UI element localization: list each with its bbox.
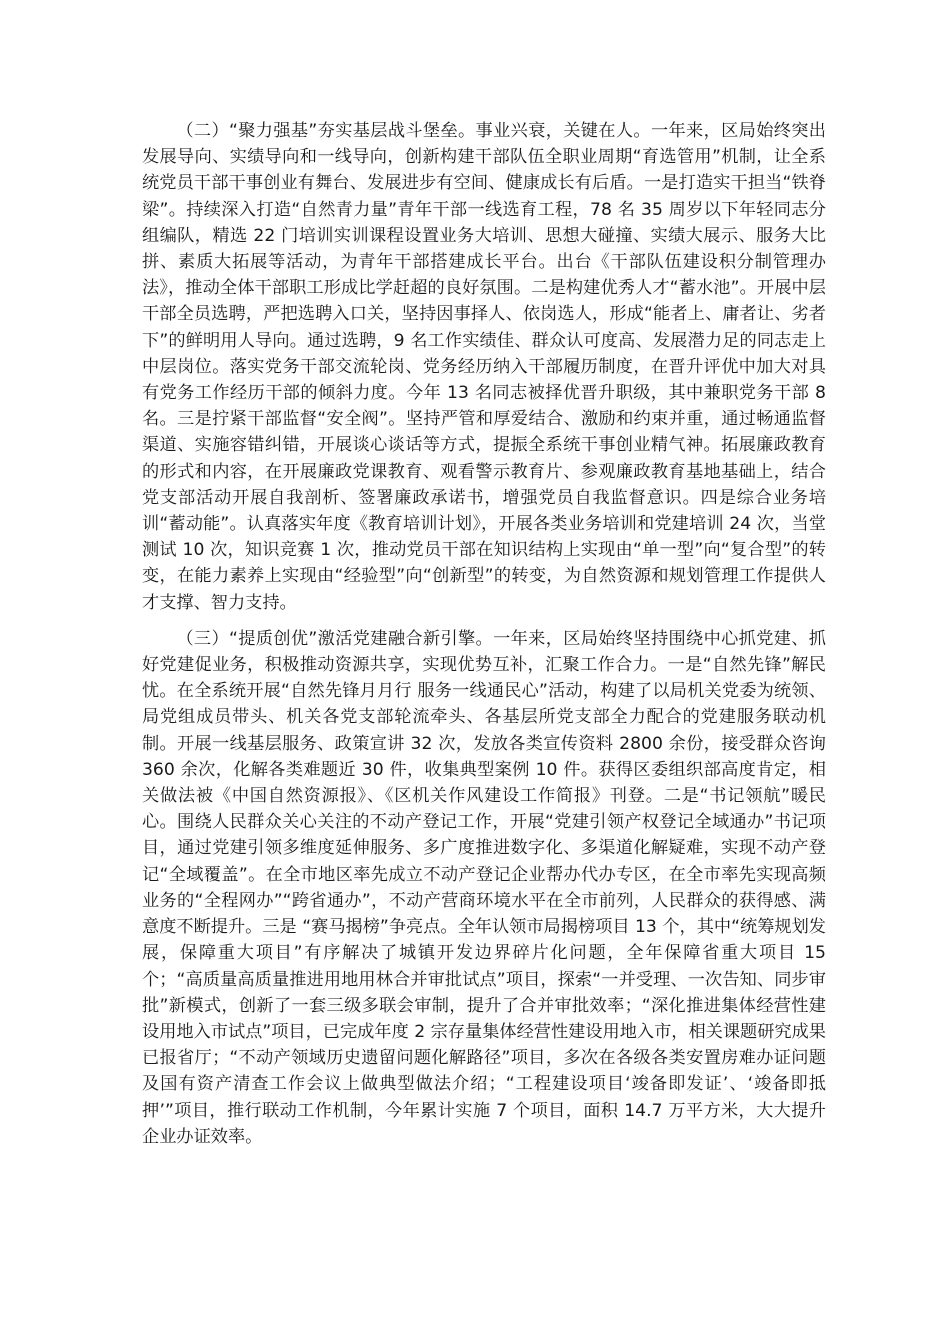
paragraph-section-two: （二）“聚力强基”夯实基层战斗堡垒。事业兴衰，关键在人。一年来，区局始终突出发展导向、实绩导向和一线导向，创新构建干部队伍全职业周期“育选管用”机制，让全系统党员干部干事创业有舞台、发展进步有空间、健康成长有后盾。一是打造实干担当“铁脊梁”。持续深入打造“自然青力量”青年干部一线选育工程，78 名 35 周岁以下年轻同志分组编队，精选 22 门培训实训课程设置业务大培训、思想大碰撞、实绩大展示、服务大比拼、素质大拓展等活动，为青年干部搭建成长平台。出台《干部队伍建设积分制管理办法》，推动全体干部职工形成比学赶超的良好氛围。二是构建优秀人才“蓄水池”。开展中层干部全员选聘，严把选聘入口关，坚持因事择人、依岗选人，形成“能者上、庸者让、劣者下”的鲜明用人导向。通过选聘，9 名工作实绩佳、群众认可度高、发展潜力足的同志走上中层岗位。落实党务干部交流轮岗、党务经历纳入干部履历制度，在晋升评优中加大对具有党务工作经历干部的倾斜力度。今年 13 名同志被择优晋升职级，其中兼职党务干部 8 名。三是拧紧干部监督“安全阀”。坚持严管和厚爱结合、激励和约束并重，通过畅通监督渠道、实施容错纠错，开展谈心谈话等方式，提振全系统干事创业精气神。拓展廉政教育的形式和内容，在开展廉政党课教育、观看警示教育片、参观廉政教育基地基础上，结合党支部活动开展自我剖析、签署廉政承诺书，增强党员自我监督意识。四是综合业务培训“蓄动能”。认真落实年度《教育培训计划》，开展各类业务培训和党建培训 24 次，当堂测试 10 次，知识竞赛 1 次，推动党员干部在知识结构上实现由“单一型”向“复合型”的转变，在能力素养上实现由“经验型”向“创新型”的转变，为自然资源和规划管理工作提供人才支撑、智力支持。 [142, 121, 826, 613]
document-body [142, 118, 826, 1150]
paragraph-section-three: （三）“提质创优”激活党建融合新引擎。一年来，区局始终坚持围绕中心抓党建、抓好党建促业务，积极推动资源共享，实现优势互补，汇聚工作合力。一是“自然先锋”解民忧。在全系统开展“自然先锋月月行 服务一线通民心”活动，构建了以局机关党委为统领、局党组成员带头、机关各党支部轮流牵头、各基层所党支部全力配合的党建服务联动机制。开展一线基层服务、政策宣讲 32 次，发放各类宣传资料 2800 余份，接受群众咨询 360 余次，化解各类难题近 30 件，收集典型案例 10 件。获得区委组织部高度肯定，相关做法被《中国自然资源报》、《区机关作风建设工作简报》刊登。二是“书记领航”暖民心。围绕人民群众关心关注的不动产登记工作，开展“党建引领产权登记全域通办”书记项目，通过党建引领多维度延伸服务、多广度推进数字化、多渠道化解疑难，实现不动产登记“全域覆盖”。在全市地区率先成立不动产登记企业帮办代办专区，在全市率先实现高频业务的“全程网办”“跨省通办”，不动产营商环境水平在全市前列，人民群众的获得感、满意度不断提升。三是 “赛马揭榜”争亮点。全年认领市局揭榜项目 13 个，其中“统筹规划发展，保障重大项目”有序解决了城镇开发边界碎片化问题，全年保障省重大项目 15 个；“高质量高质量推进用地用林合并审批试点”项目，探索“一并受理、一次告知、同步审批”新模式，创新了一套三级多联会审制，提升了合并审批效率；“深化推进集体经营性建设用地入市试点”项目，已完成年度 2 宗存量集体经营性建设用地入市，相关课题研究成果已报省厅；“不动产领域历史遗留问题化解路径”项目，多次在各级各类安置房难办证问题及国有资产清查工作会议上做典型做法介绍；“工程建设项目‘竣备即发证’、‘竣备即抵押’”项目，推行联动工作机制，今年累计实施 7 个项目，面积 14.7 万平方米，大大提升企业办证效率。 [142, 628, 826, 1147]
